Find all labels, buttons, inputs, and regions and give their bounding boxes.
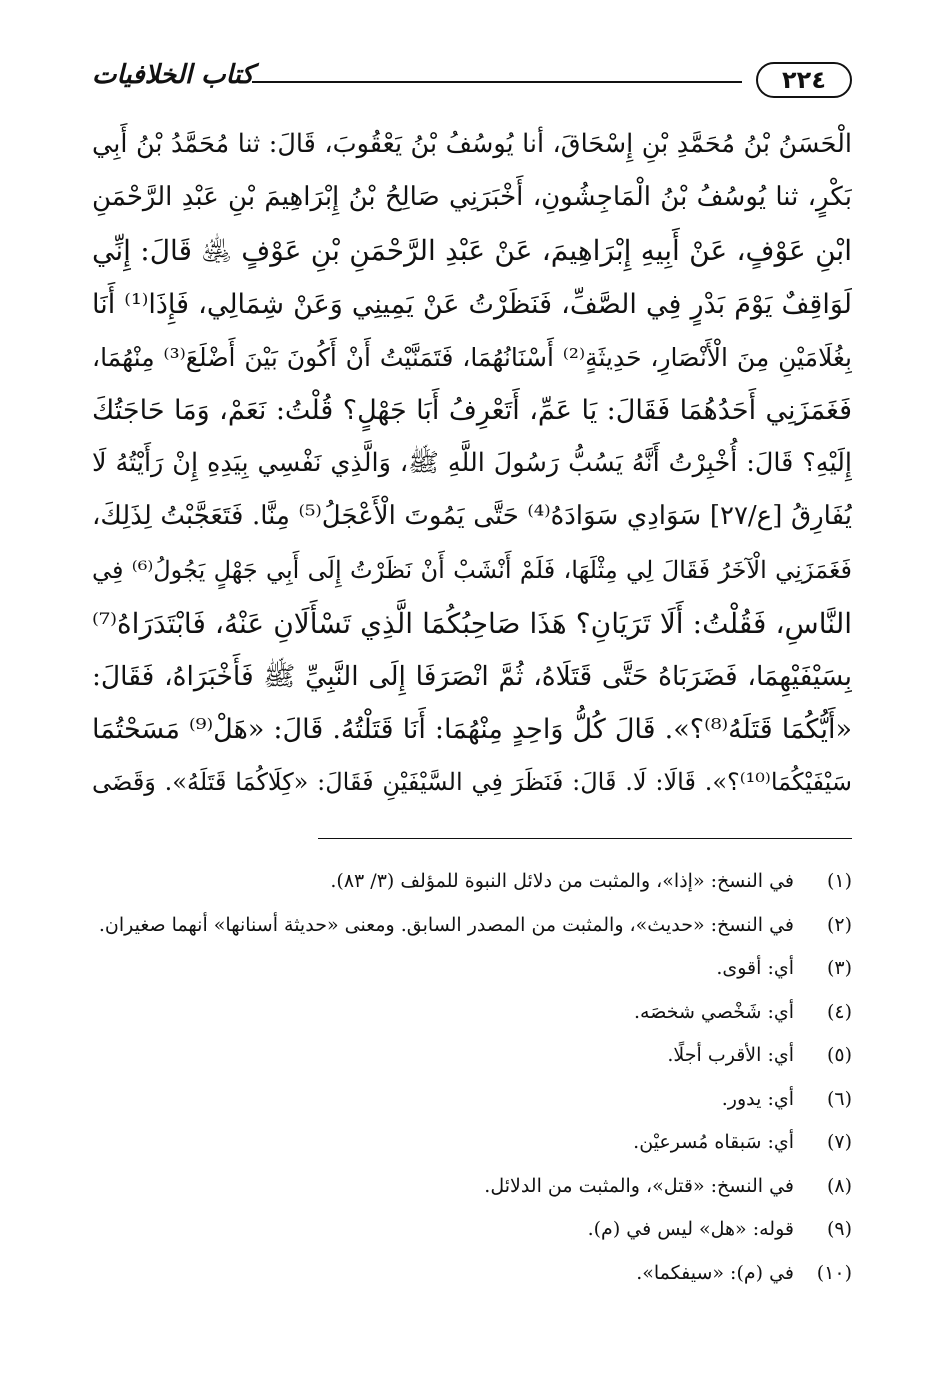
footnote-item bbox=[92, 860, 852, 904]
footnote-number: (٣) bbox=[826, 957, 852, 979]
footnote-item bbox=[92, 991, 852, 1035]
text-line: بِغُلَامَيْنِ مِنَ الْأَنْصَارِ، حَدِيثَةٍ⁽²⁾ أَسْنَانُهُمَا، فَتَمَنَّيْتُ أَنْ أَكُونَ بَيْنَ أَضْلَعَ⁽³⁾ مِنْهُمَا، bbox=[92, 342, 852, 372]
footnote-text: أي: شَخْصي شخصَه. bbox=[633, 1000, 794, 1023]
footnote-text: أي: سَبقاه مُسرعيْن. bbox=[633, 1131, 794, 1153]
text-line: لَوَاقِفٌ يَوْمَ بَدْرٍ فِي الصَّفِّ، فَنَظَرْتُ عَنْ يَمِينِي وَعَنْ شِمَالِي، فَإِذَا⁽¹⁾ أَنَا bbox=[92, 288, 852, 320]
footnote-text: في النسخ: «إذا»، والمثبت من دلائل النبوة للمؤلف (٣/ ٨٣). bbox=[330, 870, 794, 892]
footnote-text: في (م): «سيفكما». bbox=[636, 1261, 794, 1284]
text-line: بَكْرٍ، ثنا يُوسُفُ بْنُ الْمَاجِشُونِ، أَخْبَرَنِي صَالِحُ بْنُ إِبْرَاهِيمَ بْنِ عَبْدِ الرَّحْمَنِ bbox=[92, 182, 852, 213]
footnote-text: قوله: «هل» ليس في (م). bbox=[587, 1218, 794, 1240]
text-line: فَغَمَزَنِي أَحَدُهُمَا فَقَالَ: يَا عَمِّ، أَتَعْرِفُ أَبَا جَهْلٍ؟ قُلْتُ: نَعَمْ، وَمَا حَاجَتُكَ bbox=[92, 394, 852, 426]
footnote-text: أي: أقوى. bbox=[716, 957, 794, 979]
footnote-item bbox=[92, 1208, 852, 1252]
footnote-item bbox=[92, 1121, 852, 1165]
text-line: ابْنِ عَوْفٍ، عَنْ أَبِيهِ إِبْرَاهِيمَ، عَنْ عَبْدِ الرَّحْمَنِ بْنِ عَوْفٍ ﵁ قَالَ: إِنِّي bbox=[92, 234, 852, 268]
footnote-item bbox=[92, 1165, 852, 1209]
header-rule bbox=[252, 81, 742, 83]
footnote-number: (٩) bbox=[826, 1218, 852, 1240]
footnote-number: (٢) bbox=[826, 913, 852, 936]
footnote-text: أي: يدور. bbox=[721, 1087, 794, 1110]
footnotes bbox=[92, 860, 852, 1295]
footnote-item bbox=[92, 1034, 852, 1078]
text-line: إِلَيْهِ؟ قَالَ: أُخْبِرْتُ أَنَّهُ يَسُبُّ رَسُولَ اللَّهِ ﷺ، وَالَّذِي نَفْسِي بِيَدِهِ إِنْ رَأَيْتُهُ لَا bbox=[92, 448, 852, 479]
footnote-number: (١) bbox=[826, 870, 852, 892]
footnote-item bbox=[92, 1252, 852, 1296]
footnote-number: (٥) bbox=[826, 1044, 852, 1066]
text-line: يُفَارِقُ [ع/٢٧] سَوَادِي سَوَادَهُ⁽⁴⁾ حَتَّى يَمُوتَ الْأَعْجَلُ⁽⁵⁾ مِنَّا. فَتَعَجَّبْتُ لِذَلِكَ، bbox=[92, 501, 852, 532]
footnote-text: أي: الأقرب أجلًا. bbox=[667, 1044, 794, 1066]
text-line: الْحَسَنُ بْنُ مُحَمَّدِ بْنِ إِسْحَاقَ، أنا يُوسُفُ بْنُ يَعْقُوبَ، قَالَ: ثنا مُحَمَّدُ بْنُ أَبِي bbox=[92, 129, 852, 159]
text-line: سَيْفَيْكُمَا⁽¹⁰⁾؟». قَالَا: لَا. قَالَ: فَنَظَرَ فِي السَّيْفَيْنِ فَقَالَ: «كِلَاكُمَا قَتَلَهُ». وَقَضَى bbox=[92, 768, 852, 797]
footnote-number: (٧) bbox=[826, 1131, 852, 1153]
text-line: فَغَمَزَنِي الْآخَرُ فَقَالَ لِي مِثْلَهَا، فَلَمْ أَنْشَبْ أَنْ نَظَرْتُ إِلَى أَبِي جَهْلٍ يَجُولُ⁽⁶⁾ فِي bbox=[92, 555, 852, 584]
footnote-divider bbox=[318, 838, 852, 839]
footnote-item bbox=[92, 904, 852, 948]
footnote-number: (٨) bbox=[826, 1174, 852, 1197]
footnote-number: (٦) bbox=[826, 1087, 852, 1110]
text-line: النَّاسِ، فَقُلْتُ: أَلَا تَرَيَانِ؟ هَذَا صَاحِبُكُمَا الَّذِي تَسْأَلَانِ عَنْهُ، فَابْتَدَرَاهُ⁽⁷⁾ bbox=[92, 606, 852, 640]
footnote-text: في النسخ: «قتل»، والمثبت من الدلائل. bbox=[484, 1174, 794, 1197]
main-text bbox=[92, 118, 852, 809]
footnote-item bbox=[92, 947, 852, 991]
text-line: «أَيُّكُمَا قَتَلَهُ⁽⁸⁾؟». قَالَ كُلُّ وَاحِدٍ مِنْهُمَا: أَنَا قَتَلْتُهُ. قَالَ: «هَلْ⁽⁹⁾ مَسَحْتُمَا bbox=[92, 714, 852, 746]
footnote-number: (١٠) bbox=[816, 1261, 852, 1284]
footnote-text: في النسخ: «حديث»، والمثبت من المصدر السابق. ومعنى «حديثة أسنانها» أنهما صغيران. bbox=[98, 913, 794, 936]
page-header bbox=[92, 60, 852, 104]
book-title: كتاب الخلافيات bbox=[92, 60, 254, 90]
page-number: ٢٢٤ bbox=[756, 62, 852, 98]
text-line: بِسَيْفَيْهِمَا، فَضَرَبَاهُ حَتَّى قَتَلَاهُ، ثُمَّ انْصَرَفَا إِلَى النَّبِيِّ ﷺ فَأَخْبَرَاهُ، فَقَالَ: bbox=[92, 660, 852, 692]
footnote-number: (٤) bbox=[826, 1000, 852, 1023]
footnote-item bbox=[92, 1078, 852, 1122]
